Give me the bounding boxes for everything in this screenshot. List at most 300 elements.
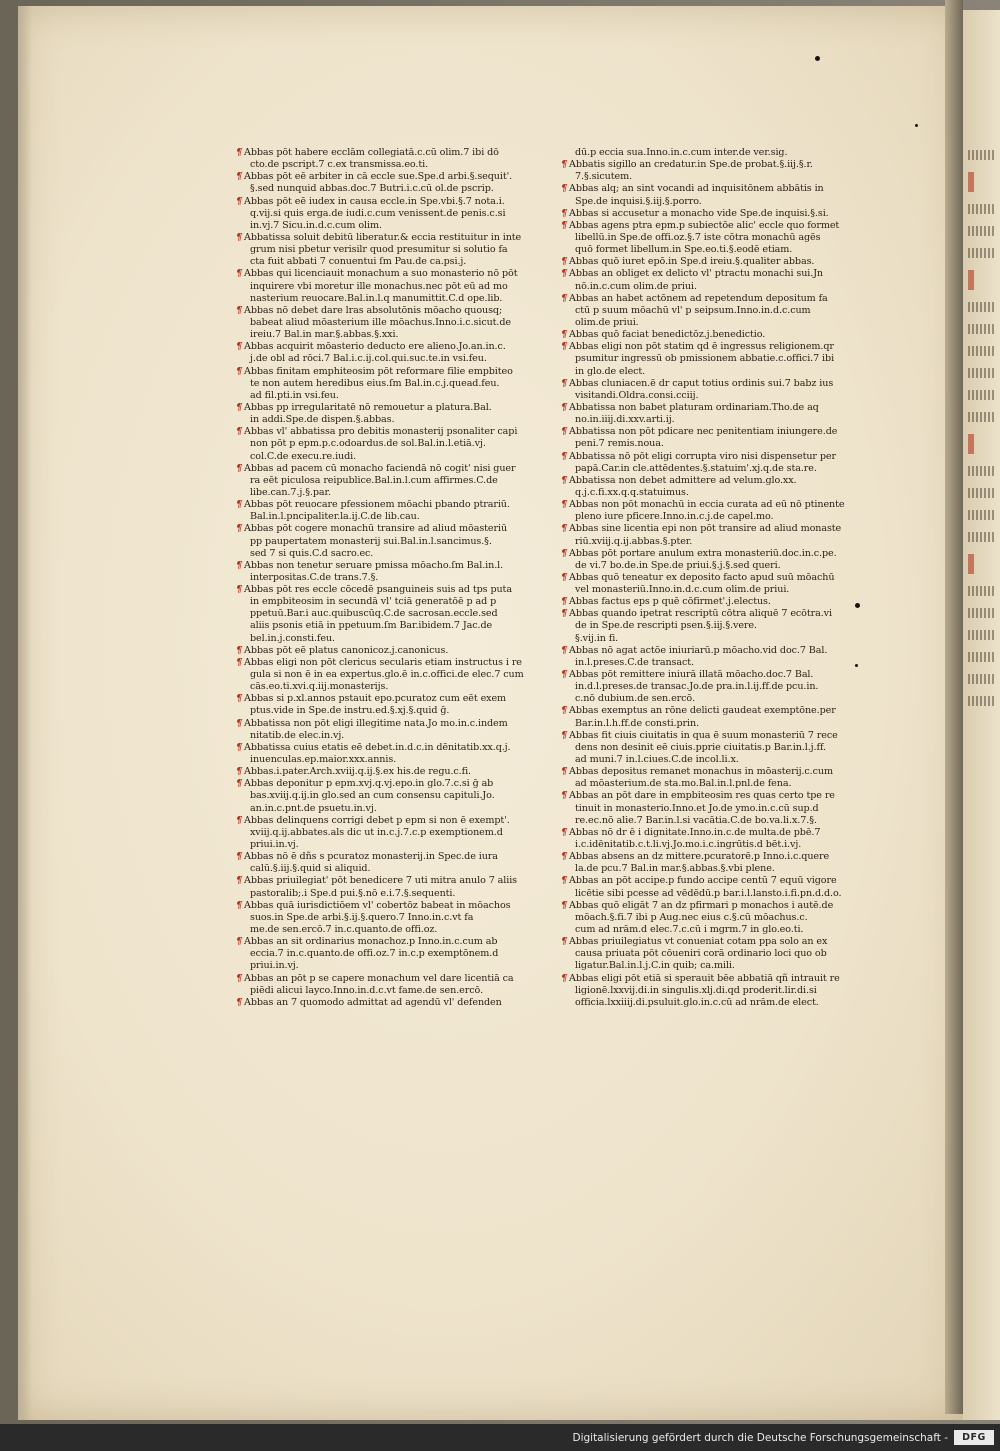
line-text: pastoralib;.i Spe.d pui.§.nō e.i.7.§.sequenti. — [250, 887, 456, 899]
line-text: in.l.preses.C.de transact. — [575, 656, 694, 668]
text-line — [236, 560, 536, 572]
line-text: Abbas an obliget ex delicto vl' ptractu monachi sui.Jn — [569, 268, 824, 280]
text-line — [561, 936, 861, 948]
text-line — [561, 875, 861, 887]
paragraph-mark-icon: ¶ — [236, 778, 243, 790]
text-line — [561, 341, 861, 353]
text-line — [561, 414, 861, 426]
text-line — [561, 924, 861, 936]
text-line — [561, 475, 861, 487]
text-line — [236, 815, 536, 827]
text-line — [236, 863, 536, 875]
text-line — [561, 948, 861, 960]
paragraph-mark-icon: ¶ — [561, 292, 568, 304]
line-text: piēdi alicui layco.Inno.in.d.c.vt fame.de sen.ercō. — [250, 984, 484, 996]
left-text-column — [236, 147, 536, 1009]
line-text: ligionē.lxxvij.di.in singulis.xlj.di.qd proderit.lir.di.si — [575, 984, 817, 996]
paragraph-mark-icon: ¶ — [561, 159, 568, 171]
line-text: in empbiteosim in secundā vl' tciā generatōē p ad p — [250, 596, 497, 608]
text-line — [561, 232, 861, 244]
line-text: Abbas quō iuret epō.in Spe.d ireiu.§.qualiter abbas. — [569, 256, 815, 268]
text-line — [236, 293, 536, 305]
line-text: Abbas quō faciat benedictōz.j.benedictio. — [569, 329, 766, 341]
text-line — [236, 705, 536, 717]
text-line — [561, 426, 861, 438]
text-line — [236, 232, 536, 244]
text-line — [561, 171, 861, 183]
text-line — [561, 633, 861, 645]
text-line — [561, 960, 861, 972]
paragraph-mark-icon: ¶ — [236, 462, 243, 474]
paragraph-mark-icon: ¶ — [236, 875, 243, 887]
text-line — [236, 839, 536, 851]
line-text: Abbas deponitur p epm.xvj.q.vj.epo.in glo.7.c.si ḡ ab — [244, 778, 494, 790]
paragraph-mark-icon: ¶ — [236, 401, 243, 413]
text-line — [236, 487, 536, 499]
text-line — [561, 997, 861, 1009]
text-line — [236, 475, 536, 487]
line-text: interpositas.C.de trans.7.§. — [250, 571, 379, 583]
line-text: Abbas si p.xl.annos pstauit epo.pcuratoz cum eēt exem — [244, 693, 507, 705]
text-line — [236, 572, 536, 584]
text-line — [236, 329, 536, 341]
line-text: 7.§.sicutem. — [575, 171, 633, 183]
text-line — [236, 900, 536, 912]
text-line — [561, 790, 861, 802]
text-line — [236, 730, 536, 742]
line-text: Abbas agens ptra epm.p subiectōe alic' eccle quo formet — [569, 219, 840, 231]
line-text: Abbas quō teneatur ex deposito facto apud suū mōachū — [569, 571, 835, 583]
paragraph-mark-icon: ¶ — [561, 972, 568, 984]
text-line — [561, 730, 861, 742]
paragraph-mark-icon: ¶ — [561, 183, 568, 195]
text-line — [561, 244, 861, 256]
text-line — [236, 147, 536, 159]
line-text: ptus.vide in Spe.de instru.ed.§.xj.§.quid ḡ. — [250, 705, 450, 717]
paragraph-mark-icon: ¶ — [236, 656, 243, 668]
line-text: nasterium reuocare.Bal.in.l.q manumittit.C.d ope.lib. — [250, 292, 503, 304]
line-text: Abbas an pōt accipe.p fundo accipe centū 7 equū vigore — [569, 875, 837, 887]
paragraph-mark-icon: ¶ — [236, 365, 243, 377]
line-text: visitandi.Oldra.consi.cciij. — [575, 389, 699, 401]
text-line — [561, 705, 861, 717]
text-line — [236, 171, 536, 183]
line-text: in.d.l.preses.de transac.Jo.de pra.in.l.ij.ff.de pcu.in. — [575, 681, 819, 693]
line-text: inquirere vbi moretur ille monachus.nec pōt eū ad mo — [250, 280, 508, 292]
text-line — [236, 681, 536, 693]
text-line — [561, 815, 861, 827]
text-line — [236, 281, 536, 293]
line-text: Abbas qui licenciauit monachum a suo monasterio nō pōt — [244, 268, 518, 280]
text-line — [236, 268, 536, 280]
line-text: cto.de pscript.7 c.ex transmissa.eo.ti. — [250, 159, 429, 171]
line-text: te non autem heredibus eius.ſm Bal.in.c.j.quead.feu. — [250, 377, 500, 389]
text-line — [561, 572, 861, 584]
text-line — [236, 924, 536, 936]
line-text: ppetuū.Bar.i auc.quibuscūq.C.de sacrosan.eccle.sed — [250, 608, 498, 620]
text-line — [236, 378, 536, 390]
line-text: causa priuata pōt cōueniri corā ordinario loci quo ob — [575, 948, 827, 960]
line-text: q.vij.si quis erga.de iudi.c.cum venissent.de penis.c.si — [250, 207, 506, 219]
ink-spot — [855, 664, 858, 667]
text-line — [236, 657, 536, 669]
paragraph-mark-icon: ¶ — [236, 814, 243, 826]
line-text: Abbas delinquens corrigi debet p epm si non ē exempt'. — [244, 814, 510, 826]
text-line — [236, 499, 536, 511]
text-line — [236, 718, 536, 730]
text-line — [561, 912, 861, 924]
text-line — [236, 536, 536, 548]
text-line — [236, 742, 536, 754]
text-line — [561, 754, 861, 766]
line-text: riū.xviij.q.ij.abbas.§.pter. — [575, 535, 693, 547]
text-line — [561, 463, 861, 475]
text-line — [561, 596, 861, 608]
right-text-column — [561, 147, 861, 1009]
manuscript-page — [18, 6, 963, 1420]
paragraph-mark-icon: ¶ — [236, 341, 243, 353]
text-line — [236, 256, 536, 268]
paragraph-mark-icon: ¶ — [236, 899, 243, 911]
text-line — [561, 803, 861, 815]
text-line — [561, 584, 861, 596]
text-line — [236, 693, 536, 705]
line-text: ra eēt piculosa reipublice.Bal.in.l.cum affirmes.C.de — [250, 474, 498, 486]
text-line — [236, 778, 536, 790]
paragraph-mark-icon: ¶ — [561, 729, 568, 741]
text-line — [236, 402, 536, 414]
paragraph-mark-icon: ¶ — [236, 766, 243, 778]
paragraph-mark-icon: ¶ — [561, 499, 568, 511]
line-text: mōach.§.fi.7 ibi p Aug.nec eius c.§.cū mōachus.c. — [575, 911, 808, 923]
line-text: Abbatissa non pōt eligi illegitime nata.Jo mo.in.c.indem — [244, 717, 508, 729]
line-text: Abbas eligi pōt etiā si sperauit bēe abbatiā qñ intrauit re — [569, 972, 840, 984]
text-line — [561, 645, 861, 657]
line-text: olim.de priui. — [575, 316, 639, 328]
text-line — [236, 208, 536, 220]
line-text: pp paupertatem monasterij sui.Bal.in.l.sancimus.§. — [250, 535, 492, 547]
line-text: ad fil.pti.in vsi.feu. — [250, 389, 339, 401]
text-line — [561, 487, 861, 499]
text-line — [561, 851, 861, 863]
paragraph-mark-icon: ¶ — [236, 499, 243, 511]
line-text: ad muni.7 in.l.ciues.C.de incol.li.x. — [575, 754, 739, 766]
line-text: Abbas cluniacen.ē dr caput totius ordinis sui.7 babz ius — [569, 377, 834, 389]
line-text: Abbas pōt res eccle cōcedē psanguineis suis ad tps puta — [244, 584, 512, 596]
text-line — [236, 973, 536, 985]
line-text: ctū p suum mōachū vl' p seipsum.Inno.in.d.c.cum — [575, 304, 811, 316]
paragraph-mark-icon: ¶ — [561, 547, 568, 559]
text-line — [236, 633, 536, 645]
line-text: Abbas pōt remittere iniurā illatā mōacho.doc.7 Bal. — [569, 669, 814, 681]
line-text: de vi.7 bo.de.in Spe.de priui.§.j.§.sed queri. — [575, 559, 781, 571]
line-text: Abbatissa cuius etatis eē debet.in.d.c.in dēnitatib.xx.q.j. — [244, 741, 511, 753]
paragraph-mark-icon: ¶ — [561, 268, 568, 280]
text-line — [561, 196, 861, 208]
line-text: Abbas factus eps p quē cōfirmet'.j.electus. — [569, 596, 771, 608]
line-text: q.j.c.fi.xx.q.q.statuimus. — [575, 486, 689, 498]
text-line — [561, 268, 861, 280]
line-text: papā.Car.in cle.attēdentes.§.statuim'.xj.q.de sta.re. — [575, 462, 817, 474]
text-line — [236, 596, 536, 608]
line-text: Abbas pp irregularitatē nō remouetur a platura.Bal. — [244, 401, 492, 413]
paragraph-mark-icon: ¶ — [561, 426, 568, 438]
paragraph-mark-icon: ¶ — [561, 219, 568, 231]
text-line — [236, 645, 536, 657]
line-text: Abbatissa non pōt pdicare nec penitentiam iniungere.de — [569, 426, 838, 438]
line-text: cta fuit abbati 7 conuentui ſm Pau.de ca.psi.j. — [250, 256, 467, 268]
paragraph-mark-icon: ¶ — [236, 304, 243, 316]
line-text: Abbas pōt reuocare pfessionem mōachi pbando ptrariū. — [244, 499, 510, 511]
text-line — [236, 414, 536, 426]
line-text: Abbas quō eligāt 7 an dz pfirmari p monachos i autē.de — [569, 899, 834, 911]
line-text: in addi.Spe.de dispen.§.abbas. — [250, 414, 395, 426]
paragraph-mark-icon: ¶ — [236, 972, 243, 984]
paragraph-mark-icon: ¶ — [561, 936, 568, 948]
line-text: i.c.idēnitatib.c.t.li.vj.Jo.mo.i.c.ingrūtis.d bēt.i.vj. — [575, 839, 802, 851]
line-text: Abbatissa non babet platuram ordinariam.Tho.de aq — [569, 401, 819, 413]
paragraph-mark-icon: ¶ — [236, 717, 243, 729]
line-text: libellū.in Spe.de offi.oz.§.7 iste cōtra monachū agēs — [575, 231, 821, 243]
text-line — [561, 402, 861, 414]
line-text: Abbas acquirit mōasterio deducto ere alieno.Jo.an.in.c. — [244, 341, 506, 353]
line-text: Abbas fit ciuis ciuitatis in qua ē suum monasteriū 7 rece — [569, 729, 838, 741]
line-text: Abbas non tenetur seruare pmissa mōacho.ſm Bal.in.l. — [244, 559, 504, 571]
text-line — [236, 912, 536, 924]
line-text: inuenculas.ep.maior.xxx.annis. — [250, 754, 397, 766]
dfg-logo[interactable]: DFG — [954, 1430, 994, 1445]
text-line — [236, 960, 536, 972]
line-text: in glo.de elect. — [575, 365, 646, 377]
text-line — [561, 256, 861, 268]
line-text: la.de pcu.7 Bal.in mar.§.abbas.§.vbi plene. — [575, 863, 775, 875]
text-line — [561, 390, 861, 402]
line-text: ligatur.Bal.in.l.j.C.in quib; ca.mili. — [575, 960, 735, 972]
line-text: dū.p eccia sua.Inno.in.c.cum inter.de ver.sig. — [575, 147, 788, 158]
text-line — [236, 196, 536, 208]
ink-spot — [855, 603, 860, 608]
line-text: Abbas sine licentia epi non pōt transire ad aliud monaste — [569, 523, 842, 535]
ink-spot — [915, 124, 918, 127]
paragraph-mark-icon: ¶ — [236, 147, 243, 158]
line-text: Abbas absens an dz mittere.pcuratorē.p Inno.i.c.quere — [569, 851, 830, 863]
text-line — [561, 281, 861, 293]
line-text: grum nisi pbetur verisilr quod presumitur si solutio fa — [250, 244, 508, 256]
line-text: pleno iure pficere.Inno.in.c.j.de capel.mo. — [575, 511, 774, 523]
line-text: Bar.in.l.h.ff.de consti.prin. — [575, 717, 700, 729]
line-text: Abbas priuilegiat' pōt benedicere 7 uti mitra anulo 7 aliis — [244, 875, 518, 887]
line-text: nō.in.c.cum olim.de priui. — [575, 280, 697, 292]
line-text: Abbas quando ipetrat rescriptū cōtra aliquē 7 ecōtra.vi — [569, 608, 832, 620]
paragraph-mark-icon: ¶ — [236, 268, 243, 280]
text-line — [236, 305, 536, 317]
paragraph-mark-icon: ¶ — [561, 669, 568, 681]
line-text: Abbatis sigillo an credatur.in Spe.de probat.§.iij.§.r. — [569, 159, 813, 171]
line-text: an.in.c.pnt.de psuetu.in.vj. — [250, 802, 377, 814]
line-text: xviij.q.ij.abbates.als dic ut in.c.j.7.c.p exemptionem.d — [250, 826, 503, 838]
text-line — [236, 548, 536, 560]
line-text: Abbas si accusetur a monacho vide Spe.de inquisi.§.si. — [569, 207, 829, 219]
text-line — [561, 620, 861, 632]
line-text: Abbas exemptus an rōne delicti gaudeat exemptōne.per — [569, 705, 836, 717]
line-text: Abbas pōt cogere monachū transire ad aliud mōasteriū — [244, 523, 508, 535]
line-text: bel.in.j.consti.feu. — [250, 632, 335, 644]
line-text: ireiu.7 Bal.in mar.§.abbas.§.xxi. — [250, 329, 399, 341]
text-line — [236, 353, 536, 365]
text-line — [236, 997, 536, 1009]
line-text: Abbas an sit ordinarius monachoz.p Inno.in.c.cum ab — [244, 936, 498, 948]
line-text: Bal.in.l.pncipaliter.la.ij.C.de lib.cau. — [250, 511, 420, 523]
text-line — [561, 560, 861, 572]
line-text: in.vj.7 Sicu.in.d.c.cum olim. — [250, 219, 382, 231]
paragraph-mark-icon: ¶ — [561, 644, 568, 656]
paragraph-mark-icon: ¶ — [236, 426, 243, 438]
text-line — [236, 366, 536, 378]
text-line — [236, 766, 536, 778]
line-text: Abbas an pōt p se capere monachum vel dare licentiā ca — [244, 972, 514, 984]
paragraph-mark-icon: ¶ — [561, 377, 568, 389]
line-text: quō formet libellum.in Spe.eo.ti.§.eodē etiam. — [575, 244, 793, 256]
text-line — [236, 936, 536, 948]
paragraph-mark-icon: ¶ — [561, 207, 568, 219]
text-line — [561, 499, 861, 511]
paragraph-mark-icon: ¶ — [236, 741, 243, 753]
line-text: Abbas eligi non pōt statim qd ē ingressus religionem.qr — [569, 341, 834, 353]
text-line — [561, 378, 861, 390]
line-text: cum ad nrām.d elec.7.c.cū i mgrm.7 in glo.eo.ti. — [575, 924, 804, 935]
text-line — [236, 669, 536, 681]
paragraph-mark-icon: ¶ — [561, 450, 568, 462]
text-line — [236, 341, 536, 353]
line-text: Abbas pōt portare anulum extra monasteriū.doc.in.c.pe. — [569, 547, 837, 559]
line-text: dens non desinit eē ciuis.pprie ciuitatis.p Bar.in.l.j.ff. — [575, 741, 826, 753]
line-text: Abbatissa non debet admittere ad velum.glo.xx. — [569, 474, 797, 486]
line-text: priui.in.vj. — [250, 839, 299, 851]
text-line — [236, 244, 536, 256]
line-text: ad mōasterium.de sta.mo.Bal.in.l.pnl.de fena. — [575, 778, 792, 790]
paragraph-mark-icon: ¶ — [561, 875, 568, 887]
text-line — [236, 620, 536, 632]
line-text: psumitur ingressū ob pmissionem abbatie.c.offici.7 ibi — [575, 353, 835, 365]
line-text: gula si non ē in ea expertus.glo.ē in.c.offici.de elec.7 cum — [250, 669, 524, 681]
text-line — [236, 220, 536, 232]
line-text: eccia.7 in.c.quanto.de offi.oz.7 in.c.p exemptōnem.d — [250, 948, 499, 960]
text-line — [561, 718, 861, 730]
text-line — [561, 669, 861, 681]
text-line — [561, 608, 861, 620]
paragraph-mark-icon: ¶ — [236, 584, 243, 596]
text-line — [236, 790, 536, 802]
line-text: Abbas vl' abbatissa pro debitis monasterij psonaliter capi — [244, 426, 518, 438]
line-text: Abbas ad pacem cū monacho faciendā nō cogit' nisi guer — [244, 462, 516, 474]
line-text: Abbas priuilegiatus vt conueniat cotam ppa solo an ex — [569, 936, 828, 948]
line-text: Abbas finitam emphiteosim pōt reformare filie empbiteo — [244, 365, 513, 377]
paragraph-mark-icon: ¶ — [236, 644, 243, 656]
line-text: re.ec.nō alie.7 Bar.in.l.si vacātia.C.de bo.va.li.x.7.§. — [575, 814, 817, 826]
line-text: calū.§.iij.§.quid si aliquid. — [250, 863, 371, 875]
text-line — [561, 657, 861, 669]
line-text: Abbas pōt eē iudex in causa eccle.in Spe.vbi.§.7 nota.i. — [244, 195, 505, 207]
text-line — [561, 317, 861, 329]
ink-spot — [815, 56, 820, 61]
line-text: §.vij.in fi. — [575, 632, 619, 644]
text-line — [236, 390, 536, 402]
paragraph-mark-icon: ¶ — [561, 401, 568, 413]
text-line — [561, 305, 861, 317]
paragraph-mark-icon: ¶ — [561, 329, 568, 341]
text-line — [236, 183, 536, 195]
line-text: de in Spe.de rescripti psen.§.iij.§.vere. — [575, 620, 757, 632]
text-line — [236, 463, 536, 475]
line-text: libe.can.7.j.§.par. — [250, 486, 331, 498]
paragraph-mark-icon: ¶ — [236, 851, 243, 863]
paragraph-mark-icon: ¶ — [561, 341, 568, 353]
text-line — [236, 451, 536, 463]
text-line — [561, 742, 861, 754]
text-line — [561, 208, 861, 220]
text-line — [561, 900, 861, 912]
line-text: Abbas non pōt monachū in eccia curata ad eū nō ptinente — [569, 499, 845, 511]
text-line — [236, 511, 536, 523]
line-text: Abbas pōt eē arbiter in cā eccle sue.Spe.d arbi.§.sequit'. — [244, 171, 513, 183]
text-line — [236, 317, 536, 329]
line-text: priui.in.vj. — [250, 960, 299, 972]
text-line — [561, 681, 861, 693]
line-text: §.sed nunquid abbas.doc.7 Butri.i.c.cū ol.de pscrip. — [250, 183, 494, 195]
text-line — [561, 523, 861, 535]
footer-bar — [0, 1424, 1000, 1451]
paragraph-mark-icon: ¶ — [561, 571, 568, 583]
line-text: Spe.de inquisi.§.iij.§.porro. — [575, 195, 702, 207]
paragraph-mark-icon: ¶ — [236, 693, 243, 705]
text-line — [561, 778, 861, 790]
line-text: Abbatissa nō pōt eligi corrupta viro nisi dispensetur per — [569, 450, 836, 462]
line-text: officia.lxxiiij.di.psuluit.glo.in.c.cū ad nrām.de elect. — [575, 996, 819, 1008]
line-text: Abbas nō agat actōe iniuriarū.p mōacho.vid doc.7 Bal. — [569, 644, 828, 656]
line-text: licētie sibi pcesse ad vēdēdū.p bar.i.l.lansto.i.fi.pn.d.d.o. — [575, 887, 842, 899]
text-line — [561, 863, 861, 875]
text-line — [561, 183, 861, 195]
text-line — [236, 985, 536, 997]
text-line — [561, 511, 861, 523]
line-text: peni.7 remis.noua. — [575, 438, 664, 450]
text-line — [561, 985, 861, 997]
text-line — [561, 766, 861, 778]
text-line — [236, 827, 536, 839]
text-line — [236, 851, 536, 863]
paragraph-mark-icon: ¶ — [561, 766, 568, 778]
text-line — [236, 438, 536, 450]
line-text: aliis psonis etiā in ppetuum.ſm Bar.ibidem.7 Jac.de — [250, 620, 493, 632]
line-text: vel monasteriū.Inno.in.d.c.cum olim.de priui. — [575, 584, 790, 596]
paragraph-mark-icon: ¶ — [236, 523, 243, 535]
text-line — [236, 948, 536, 960]
text-line — [236, 159, 536, 171]
text-line — [236, 523, 536, 535]
line-text: sed 7 si quis.C.d sacro.ec. — [250, 547, 374, 559]
line-text: bas.xviij.q.ij.in glo.sed an cum consensu capituli.Jo. — [250, 790, 495, 802]
line-text: babeat aliud mōasterium ille mōachus.Inno.i.c.sicut.de — [250, 316, 512, 328]
text-line — [561, 973, 861, 985]
line-text: Abbas pōt eē platus canonicoz.j.canonicus. — [244, 644, 449, 656]
text-line — [561, 438, 861, 450]
paragraph-mark-icon: ¶ — [561, 523, 568, 535]
line-text: Abbas nō debet dare lras absolutōnis mōacho quousq; — [244, 304, 503, 316]
line-text: j.de obl ad rōci.7 Bal.i.c.ij.col.qui.suc.te.in vsi.feu. — [250, 353, 487, 365]
line-text: nitatib.de elec.in.vj. — [250, 729, 345, 741]
paragraph-mark-icon: ¶ — [561, 596, 568, 608]
line-text: c.nō dubium.de sen.ercō. — [575, 693, 696, 705]
